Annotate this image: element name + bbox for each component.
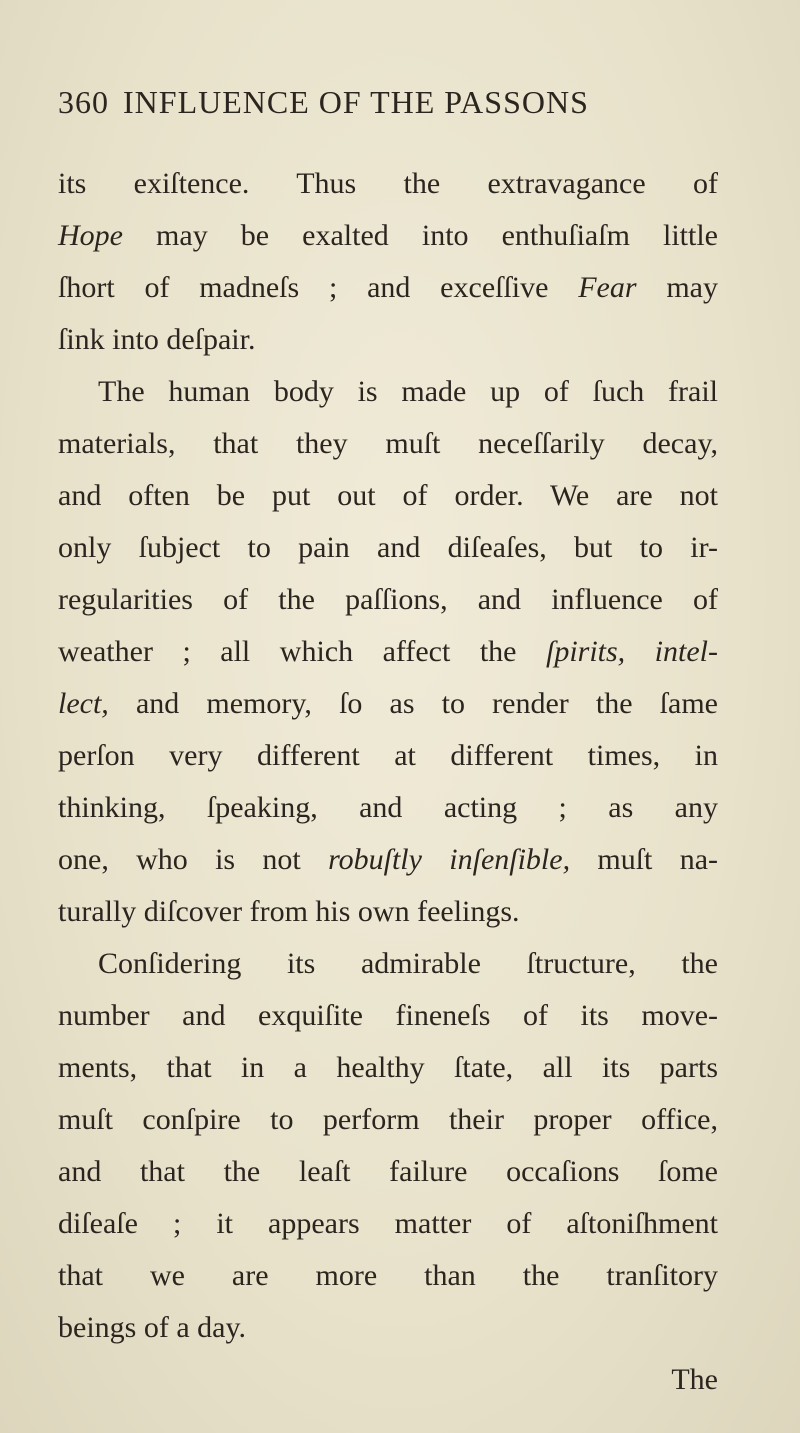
- text-line: beings of a day.: [58, 1311, 246, 1344]
- running-title: INFLUENCE OF THE PASSONS: [123, 84, 589, 120]
- text-line: The human body is made up of ſuch frail: [98, 375, 718, 408]
- running-header: [58, 84, 758, 121]
- text-line: ſhort of madneſs ; and exceſſive Fear may: [58, 271, 718, 304]
- text-line: and that the leaſt failure occaſions ſome: [58, 1155, 718, 1188]
- text-line: its exiſtence. Thus the extravagance of: [58, 167, 718, 200]
- text-line: number and exquiſite fineneſs of its move-: [58, 999, 718, 1032]
- text-line: and often be put out of order. We are not: [58, 479, 718, 512]
- text-line: lect, and memory, ſo as to render the ſame: [58, 687, 718, 720]
- text-line: materials, that they muſt neceſſarily decay,: [58, 427, 718, 460]
- text-line: only ſubject to pain and diſeaſes, but to ir-: [58, 531, 718, 564]
- text-line: diſeaſe ; it appears matter of aſtoniſhment: [58, 1207, 718, 1240]
- text-line: that we are more than the tranſitory: [58, 1259, 718, 1292]
- text-line: Conſidering its admirable ſtructure, the: [98, 947, 718, 980]
- text-line: Hope may be exalted into enthuſiaſm little: [58, 219, 718, 252]
- text-line: perſon very different at different times, in: [58, 739, 718, 772]
- text-line: weather ; all which affect the ſpirits, intel-: [58, 635, 718, 668]
- page-number: 360: [58, 84, 109, 120]
- text-line: ments, that in a healthy ſtate, all its parts: [58, 1051, 718, 1084]
- text-line: ſink into deſpair.: [58, 323, 256, 356]
- text-line: muſt conſpire to perform their proper office,: [58, 1103, 718, 1136]
- text-line: regularities of the paſſions, and influence of: [58, 583, 718, 616]
- text-line: turally diſcover from his own feelings.: [58, 895, 520, 928]
- catchword: The: [671, 1363, 718, 1396]
- text-line: one, who is not robuſtly inſenſible, muſt na-: [58, 843, 719, 876]
- text-line: thinking, ſpeaking, and acting ; as any: [58, 791, 718, 824]
